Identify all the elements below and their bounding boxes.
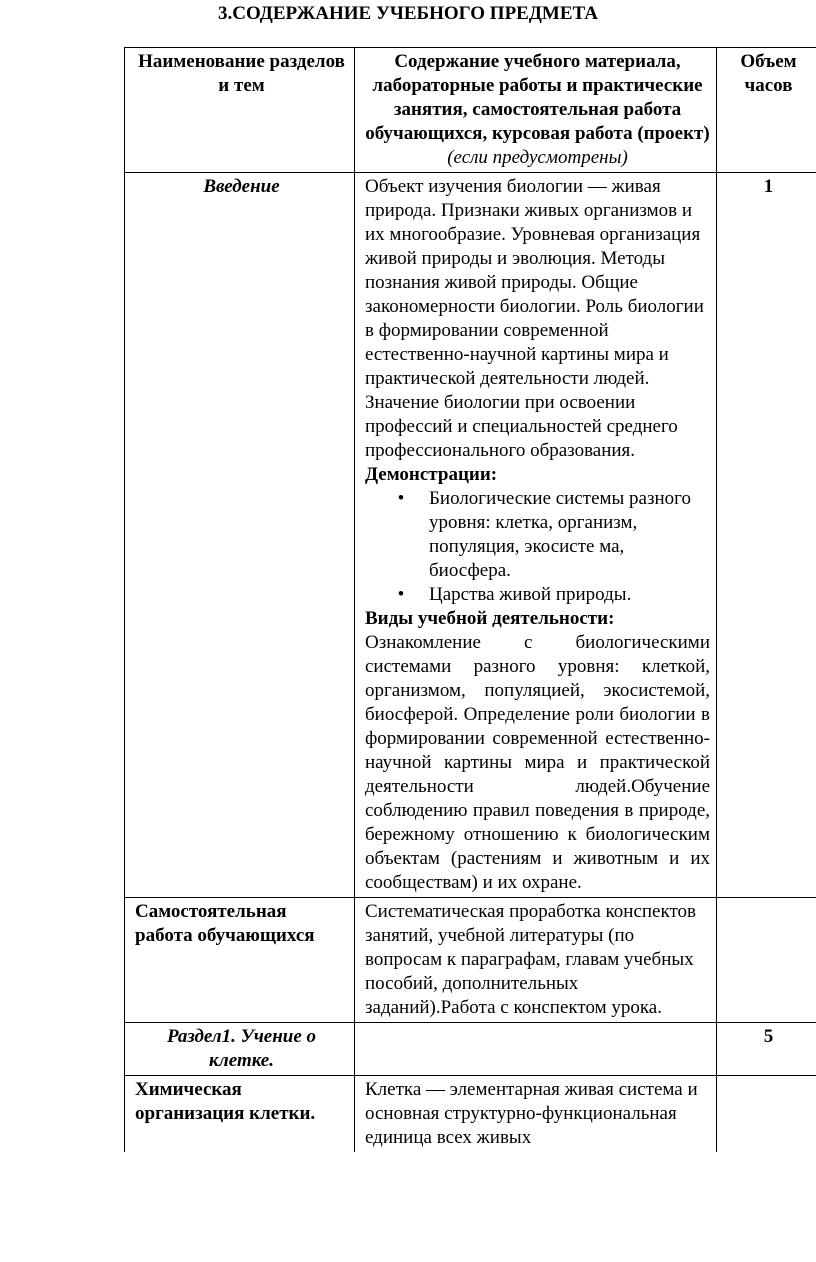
topic-intro: Введение (125, 173, 355, 898)
header-sections: Наименование разделов и тем (125, 48, 355, 173)
page-title: 3.СОДЕРЖАНИЕ УЧЕБНОГО ПРЕДМЕТА (218, 3, 598, 24)
content-table (124, 47, 816, 1152)
bullet-icon: • (397, 488, 405, 509)
content-chem: Клетка — элементарная живая система и основная структурно-функциональная единица всех живых (355, 1076, 717, 1153)
header-content-note: (если предусмотрены) (447, 147, 628, 168)
bullet-icon: • (397, 584, 405, 605)
hours-selfwork (717, 898, 816, 1023)
topic-chem: Химическая организация клетки. (125, 1076, 355, 1153)
header-content (355, 48, 717, 173)
hours-section1: 5 (717, 1023, 816, 1076)
content-intro (355, 173, 717, 898)
intro-text: Объект изучения биологии — живая природа. Признаки живых организмов и их многообразие. Уровневая организация живой природы и эволюция. Методы познания живой природы. Общие закономерности биологии. Роль биологии в формировании современной естественно-научной картины мира и практической деятельности людей. Значение биологии при освоении профессий и специальностей среднего профессионального образования. (365, 176, 704, 461)
topic-section1: Раздел1. Учение о клетке. (125, 1023, 355, 1076)
table-row (125, 1076, 816, 1153)
hours-chem (717, 1076, 816, 1153)
table-row (125, 898, 816, 1023)
hours-intro: 1 (717, 173, 816, 898)
list-item (397, 487, 710, 583)
topic-selfwork: Самостоятельная работа обучающихся (125, 898, 355, 1023)
header-content-main: Содержание учебного материала, лабораторные работы и практические занятия, самостоятельная работа обучающихся, курсовая работа (проект) (365, 51, 710, 144)
demo-label: Демонстрации: (365, 464, 498, 485)
table-header-row (125, 48, 816, 173)
content-section1 (355, 1023, 717, 1076)
table-row (125, 173, 816, 898)
activity-label: Виды учебной деятельности: (365, 608, 615, 629)
demo-list (365, 487, 710, 607)
header-hours: Объем часов (717, 48, 816, 173)
activity-text: Ознакомление с биологическими системами разного уровня: клеткой, организмом, популяцией, экосистемой, биосферой. Определение роли биологии в формировании современной естественно-научной картины мира и практической деятельности людей.Обучение соблюдению правил поведения в природе, бережному отношению к биологическим объектам (растениям и животным и их сообществам) и их охране. (365, 632, 710, 893)
list-item (397, 583, 710, 607)
demo-item-text: Царства живой природы. (429, 584, 632, 605)
content-selfwork: Систематическая проработка конспектов занятий, учебной литературы (по вопросам к параграфам, главам учебных пособий, дополнительных заданий).Работа с конспектом урока. (355, 898, 717, 1023)
demo-item-text: Биологические системы разного уровня: клетка, организм, популяция, экосисте ма, биосфера. (429, 488, 691, 581)
table-row (125, 1023, 816, 1076)
